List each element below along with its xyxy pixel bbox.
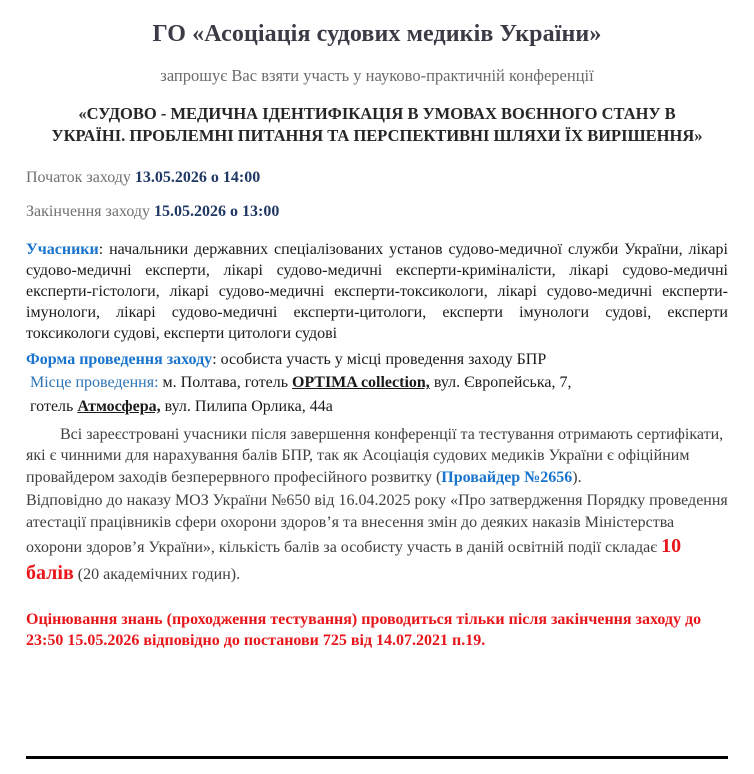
provider-number: Провайдер №2656 bbox=[441, 468, 573, 486]
venue-hotel-atmosfera: Атмосфера, bbox=[77, 398, 161, 416]
event-format-colon: : bbox=[212, 350, 217, 368]
certificate-text-before: Всі зареєстровані учасники після завершення конференції та тестування отримають сертифікати, які є чинними для нарахування балів БПР, так як Асоціація судових медиків України є офіційним провайдером заходів безперервного професійного розвитку ( bbox=[26, 425, 724, 486]
event-start-value: 13.05.2026 о 14:00 bbox=[134, 168, 261, 186]
event-format-label: Форма проведення заходу bbox=[26, 350, 213, 368]
venue-line-secondary bbox=[26, 394, 728, 418]
event-end-label: Закінчення заходу bbox=[26, 202, 151, 220]
event-start-line bbox=[26, 146, 728, 188]
order-text-before: Відповідно до наказу МОЗ України №650 від 16.04.2025 року «Про затвердження Порядку проведення атестації працівників сфери охорони здоров’я та внесення змін до деяких наказів Міністерства охорони здоров’я України», кількість балів за особисту участь в даній освітній події складає bbox=[26, 492, 728, 557]
order-text-after: (20 академічних годин). bbox=[73, 565, 241, 583]
event-end-line bbox=[26, 188, 728, 222]
venue-label: Місце проведення: bbox=[30, 374, 159, 392]
venue-city-text: м. Полтава, готель bbox=[158, 374, 293, 392]
certificate-text-after: ). bbox=[572, 468, 582, 486]
footer-divider bbox=[26, 756, 728, 759]
points-value: 10 балів bbox=[26, 535, 682, 584]
ministry-order-paragraph bbox=[26, 488, 728, 586]
testing-notice: Оцінювання знань (проходження тестування) проводиться тільки після закінчення заходу до 23:50 15.05.2026 відповідно до постанови 725 від 14.07.2021 п.19. bbox=[26, 610, 702, 650]
event-format-line bbox=[26, 345, 728, 371]
participants-label: Учасники bbox=[26, 240, 99, 258]
event-format-value: особиста участь у місці проведення заходу БПР bbox=[216, 350, 547, 368]
participants-colon: : bbox=[98, 240, 104, 258]
participants-text: начальники державних спеціалізованих установ судово-медичної служби України, лікарі судово-медичні експерти, лікарі судово-медичні експерти-криміналісти, лікарі судово-медичні експерти-гістологи, лікарі судово-медичні експерти-токсикологи, лікарі судово-медичні експерти-імунологи, лікарі судово-медичні експерти-цитологи, експерти імунологи судові, експерти токсикологи судові, експерти цитологи судові bbox=[26, 240, 728, 343]
event-end-value: 15.05.2026 о 13:00 bbox=[154, 202, 280, 220]
venue-hotel-optima: OPTIMA collection, bbox=[292, 374, 430, 392]
venue-hotel-word: готель bbox=[30, 398, 78, 416]
certificate-paragraph bbox=[26, 418, 728, 488]
event-start-label: Початок заходу bbox=[26, 168, 131, 186]
page-title: ГО «Асоціація судових медиків України» bbox=[152, 21, 602, 47]
venue-line-primary bbox=[26, 370, 728, 394]
invitation-subtitle: запрошує Вас взяти участь у науково-практичній конференції bbox=[160, 66, 594, 86]
venue-street-optima: вул. Європейська, 7, bbox=[429, 374, 572, 392]
venue-street-atmosfera: вул. Пилипа Орлика, 44а bbox=[160, 398, 333, 416]
participants-paragraph bbox=[26, 222, 728, 345]
conference-theme: «СУДОВО - МЕДИЧНА ІДЕНТИФІКАЦІЯ В УМОВАХ ВОЄННОГО СТАНУ В УКРАЇНІ. ПРОБЛЕМНІ ПИТАННЯ ТА ПЕРСПЕКТИВНІ ШЛЯХИ ЇХ ВИРІШЕННЯ» bbox=[51, 104, 703, 145]
